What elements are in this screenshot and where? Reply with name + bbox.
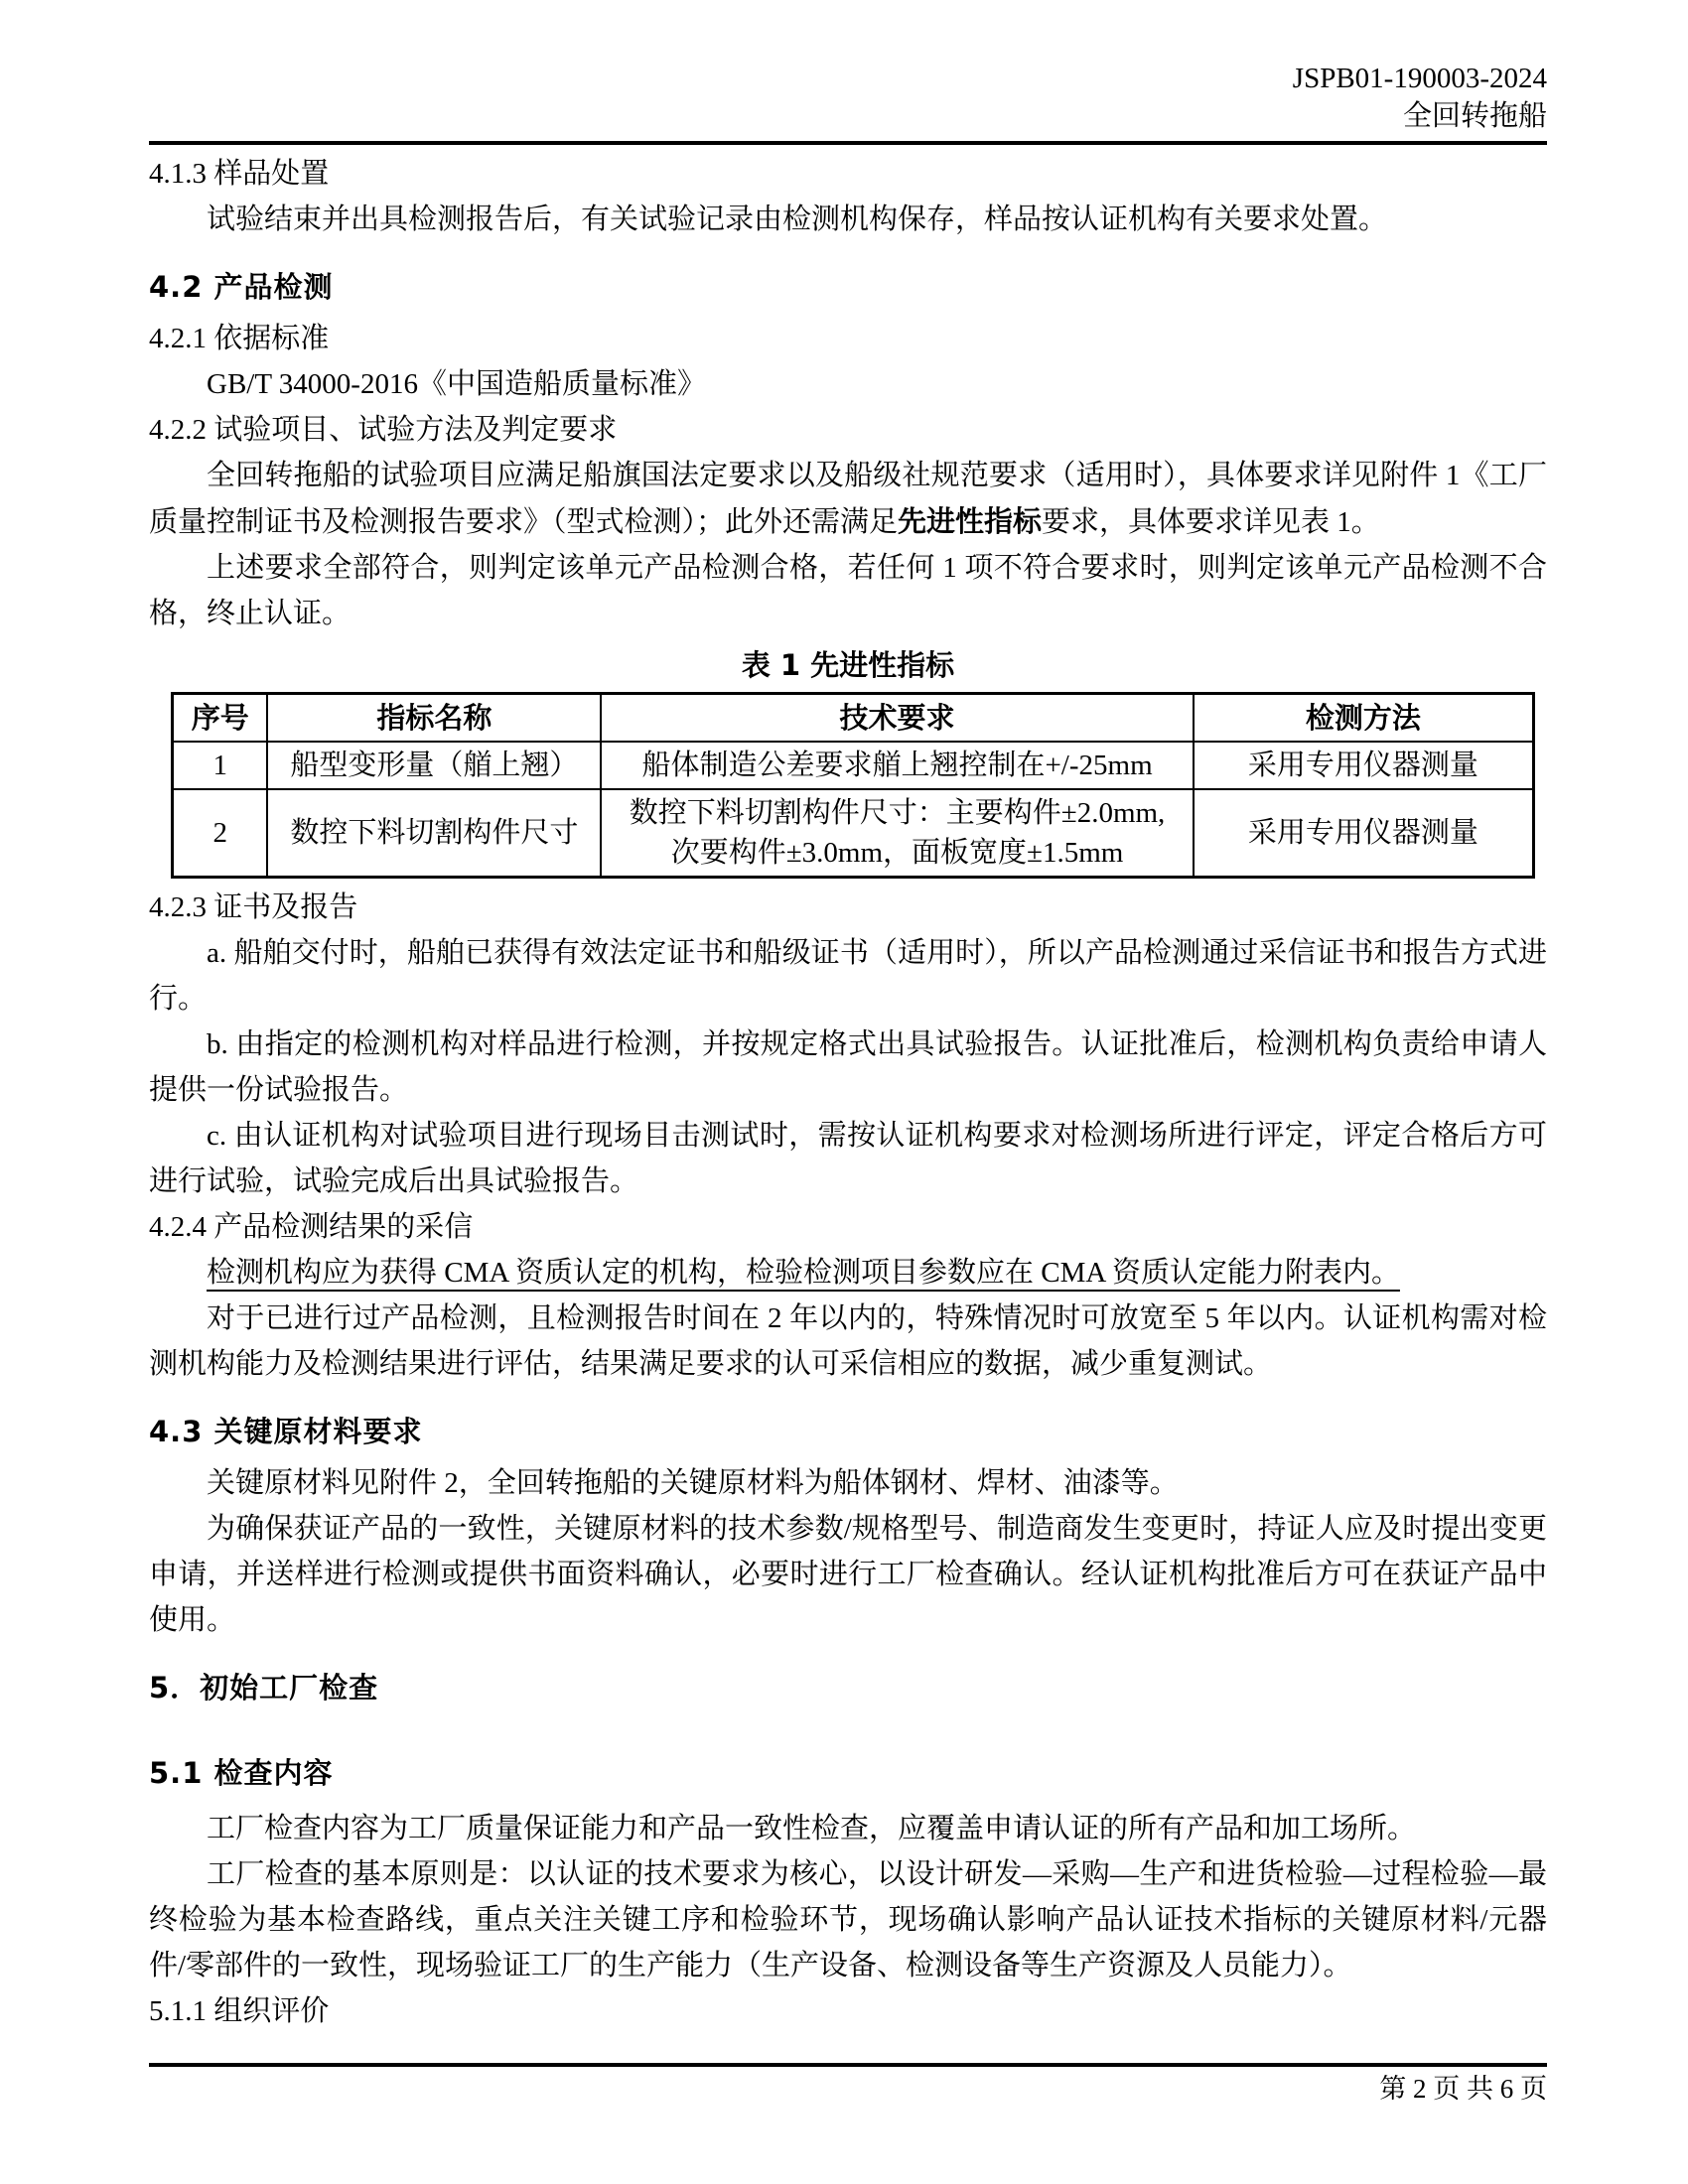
doc-number: JSPB01-190003-2024 (1292, 63, 1547, 94)
cell-row1-seq: 1 (173, 742, 268, 789)
paragraph-cert-c: c. 由认证机构对试验项目进行现场目击测试时，需按认证机构要求对检测场所进行评定，评定合格后方可进行试验，试验完成后出具试验报告。 (149, 1120, 1547, 1197)
cell-row1-indicator: 船型变形量（艏上翘） (267, 742, 601, 789)
page-header (149, 60, 1547, 145)
paragraph-test-items-emphasis: 先进性指标 (898, 504, 1043, 538)
cell-row2-method: 采用专用仪器测量 (1194, 789, 1534, 878)
page-footer (149, 2063, 1547, 2111)
table-row (173, 789, 1534, 878)
cell-row2-seq: 2 (173, 789, 268, 878)
cell-row2-requirement: 数控下料切割构件尺寸：主要构件±2.0mm, 次要构件±3.0mm，面板宽度±1.5mm (601, 789, 1193, 878)
paragraph-test-items-pre: 全回转拖船的试验项目应满足船旗国法定要求以及船级社规范要求（适用时），具体要求详见附件 1《工厂质量控制证书及检测报告要求》（型式检测）；此外还需满足 (149, 460, 1547, 538)
doc-title: 全回转拖船 (1402, 100, 1547, 132)
cell-row1-requirement: 船体制造公差要求艏上翘控制在+/-25mm (601, 742, 1193, 789)
heading-5: 5．初始工厂检查 (149, 1671, 379, 1705)
table-header-test-method: 检测方法 (1194, 694, 1534, 743)
cell-row2-indicator: 数控下料切割构件尺寸 (267, 789, 601, 878)
content-area (149, 60, 1547, 2034)
cma-underlined-text: 检测机构应为获得 CMA 资质认定的机构，检验检测项目参数应在 CMA 资质认定能力附表内。 (207, 1257, 1400, 1289)
paragraph-cert-a: a. 船舶交付时，船舶已获得有效法定证书和船级证书（适用时），所以产品检测通过采信证书和报告方式进行。 (149, 937, 1547, 1015)
paragraph-standard-reference: GB/T 34000-2016《中国造船质量标准》 (207, 368, 706, 400)
table-1-advancement-indicators (171, 692, 1535, 879)
cell-row1-method: 采用专用仪器测量 (1194, 742, 1534, 789)
paragraph-key-materials: 关键原材料见附件 2，全回转拖船的关键原材料为船体钢材、焊材、油漆等。 (207, 1467, 1179, 1499)
paragraph-consistency-change: 为确保获证产品的一致性，关键原材料的技术参数/规格型号、制造商发生变更时，持证人应及时提出变更申请，并送样进行检测或提供书面资料确认，必要时进行工厂检查确认。经认证机构批准后方可在获证产品中使用。 (149, 1513, 1547, 1636)
heading-4-3: 4.3 关键原材料要求 (149, 1415, 423, 1448)
table-header-row (173, 694, 1534, 743)
document-body (149, 151, 1547, 2034)
paragraph-report-acceptance: 对于已进行过产品检测，且检测报告时间在 2 年以内的，特殊情况时可放宽至 5 年以内。认证机构需对检测机构能力及检测结果进行评估，结果满足要求的认可采信相应的数据，减少重复测试。 (149, 1302, 1547, 1380)
paragraph-test-items (149, 453, 1547, 545)
heading-4-2: 4.2 产品检测 (149, 270, 334, 304)
table-header-seq: 序号 (173, 694, 268, 743)
heading-4-2-2: 4.2.2 试验项目、试验方法及判定要求 (149, 414, 618, 446)
heading-5-1-1: 5.1.1 组织评价 (149, 1995, 330, 2027)
paragraph-sample-disposal: 试验结束并出具检测报告后，有关试验记录由检测机构保存，样品按认证机构有关要求处置。 (207, 204, 1388, 235)
table-header-tech-requirement: 技术要求 (601, 694, 1193, 743)
paragraph-test-items-post: 要求，具体要求详见表 1。 (1042, 506, 1380, 538)
paragraph-factory-inspection-principle: 工厂检查的基本原则是：以认证的技术要求为核心，以设计研发—采购—生产和进货检验—过程检验—最终检验为基本检查路线，重点关注关键工序和检验环节，现场确认影响产品认证技术指标的关键原材料/元器件/零部件的一致性，现场验证工厂的生产能力（生产设备、检测设备等生产资源及人员能力）。 (149, 1858, 1547, 1981)
paragraph-cma-requirement (149, 1250, 1547, 1296)
heading-4-2-3: 4.2.3 证书及报告 (149, 891, 358, 923)
heading-4-2-1: 4.2.1 依据标准 (149, 323, 330, 354)
table-1-title: 表 1 先进性指标 (741, 648, 955, 682)
heading-4-2-4: 4.2.4 产品检测结果的采信 (149, 1211, 474, 1243)
heading-5-1: 5.1 检查内容 (149, 1756, 334, 1790)
paragraph-cert-b: b. 由指定的检测机构对样品进行检测，并按规定格式出具试验报告。认证批准后，检测机构负责给申请人提供一份试验报告。 (149, 1028, 1547, 1106)
page-number: 第 2 页 共 6 页 (1379, 2074, 1547, 2104)
table-header-indicator-name: 指标名称 (267, 694, 601, 743)
heading-4-1-3: 4.1.3 样品处置 (149, 158, 330, 190)
table-row (173, 742, 1534, 789)
paragraph-factory-inspection-scope: 工厂检查内容为工厂质量保证能力和产品一致性检查，应覆盖申请认证的所有产品和加工场所。 (207, 1813, 1417, 1844)
paragraph-judgement-rule: 上述要求全部符合，则判定该单元产品检测合格，若任何 1 项不符合要求时，则判定该单元产品检测不合格，终止认证。 (149, 552, 1547, 629)
